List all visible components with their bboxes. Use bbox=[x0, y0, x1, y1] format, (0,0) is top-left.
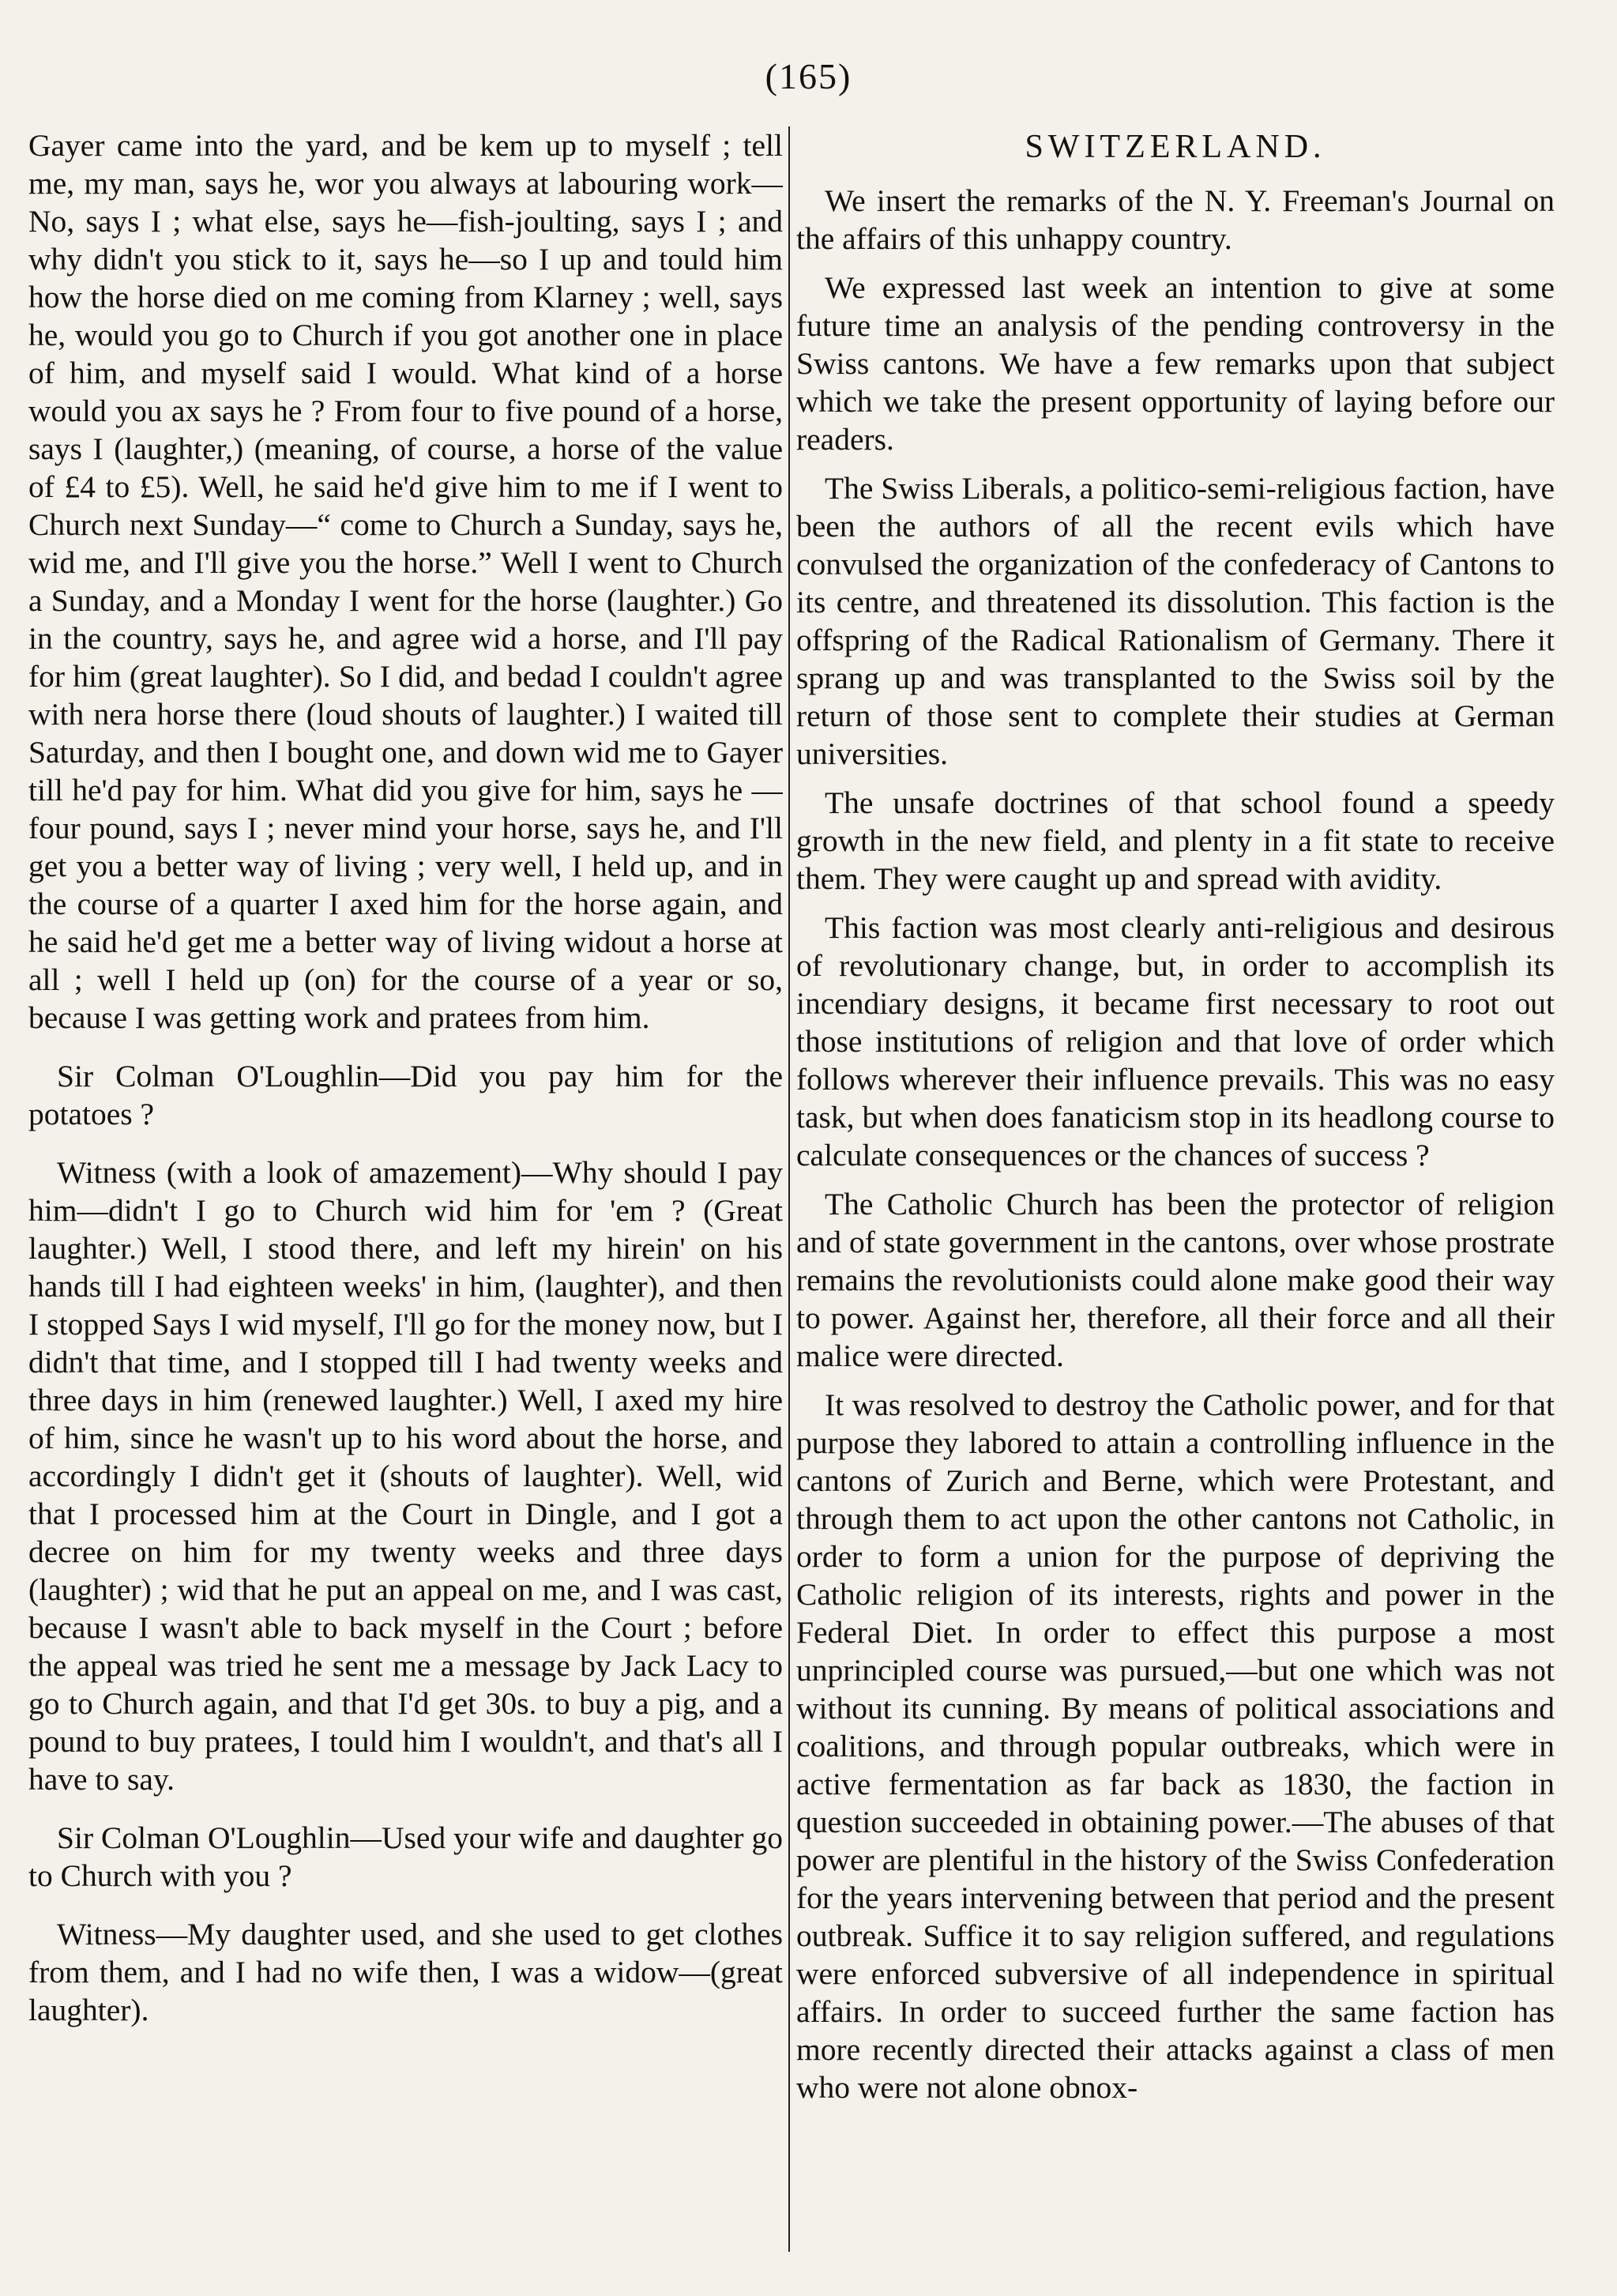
article-paragraph: Gayer came into the yard, and be kem up to myself ; tell me, my man, says he, wor you always at labouring work—No, says I ; what else, says he—fish-joulting, says I ; and why didn't you stick to it, says he—so I up and tould him how the horse died on me coming from Klarney ; well, says he, would you go to Church if you got another one in place of him, and myself said I would. What kind of a horse would you ax says he ? From four to five pound of a horse, says I (laughter,) (meaning, of course, a horse of the value of £4 to £5). Well, he said he'd give him to me if I went to Church next Sunday—“ come to Church a Sunday, says he, wid me, and I'll give you the horse.” Well I went to Church a Sunday, and a Monday I went for the horse (laughter.) Go in the country, says he, and agree wid a horse, and I'll pay for him (great laughter). So I did, and bedad I couldn't agree with nera horse there (loud shouts of laughter.) I waited till Saturday, and then I bought one, and down wid me to Gayer till he'd pay for him. What did you give for him, says he —four pound, says I ; never mind your horse, says he, and I'll get you a better way of living ; very well, I held up, and in the course of a quarter I axed him for the horse again, and he said he'd get me a better way of living widout a horse at all ; well I held up (on) for the course of a year or so, because I was getting work and pratees from him. bbox=[28, 128, 783, 1035]
article-paragraph: We insert the remarks of the N. Y. Freeman's Journal on the affairs of this unhappy country. bbox=[796, 183, 1555, 256]
article-paragraph: The Catholic Church has been the protector of religion and of state government in the cantons, over whose prostrate remains the revolutionists could alone make good their way to power. Against her, therefore, all their force and all their malice were directed. bbox=[796, 1187, 1555, 1373]
column-divider bbox=[788, 126, 790, 2252]
article-paragraph: It was resolved to destroy the Catholic power, and for that purpose they labored to attain a controlling influence in the cantons of Zurich and Berne, which were Protestant, and through them to act upon the other cantons not Catholic, in order to form a union for the purpose of depriving the Catholic religion of its interests, rights and power in the Federal Diet. In order to effect this purpose a most unprincipled course was pursued,—but one which was not without its cunning. By means of political associations and coalitions, and through popular outbreaks, which were in active fermentation as far back as 1830, the faction in question succeeded in obtaining power.—The abuses of that power are plentiful in the history of the Swiss Confederation for the years intervening between that period and the present outbreak. Suffice it to say religion suffered, and regulations were enforced subversive of all independence in spiritual affairs. In order to succeed further the same faction has more recently directed their attacks against a class of men who were not alone obnox- bbox=[796, 1387, 1555, 2105]
article-paragraph: This faction was most clearly anti-religious and desirous of revolutionary change, but, in order to accomplish its incendiary designs, it became first necessary to root out those institutions of religion and that love of order which follows wherever their influence prevails. This was no easy task, but when does fanaticism stop in its headlong course to calculate consequences or the chances of success ? bbox=[796, 910, 1555, 1172]
article-paragraph: Sir Colman O'Loughlin—Used your wife and daughter go to Church with you ? bbox=[28, 1820, 783, 1893]
article-paragraph: The Swiss Liberals, a politico-semi-religious faction, have been the authors of all the recent evils which have convulsed the organization of the confederacy of Cantons to its centre, and threatened its dissolution. This faction is the offspring of the Radical Rationalism of Germany. There it sprang up and was transplanted to the Swiss soil by the return of those sent to complete their studies at German universities. bbox=[796, 471, 1555, 771]
article-paragraph: The unsafe doctrines of that school found a speedy growth in the new field, and plenty in a fit state to receive them. They were caught up and spread with avidity. bbox=[796, 785, 1555, 896]
article-paragraph: Witness—My daughter used, and she used to get clothes from them, and I had no wife then, I was a widow—(great laughter). bbox=[28, 1917, 783, 2027]
right-column bbox=[796, 126, 1555, 2260]
section-title: SWITZERLAND. bbox=[1025, 129, 1326, 165]
article-paragraph: Witness (with a look of amazement)—Why should I pay him—didn't I go to Church wid him for 'em ? (Great laughter.) Well, I stood there, and left my hirein' on his hands till I had eighteen weeks' in him, (laughter), and then I stopped Says I wid myself, I'll go for the money now, but I didn't that time, and I stopped till I had twenty weeks and three days in him (renewed laughter.) Well, I axed my hire of him, since he wasn't up to his word about the horse, and accordingly I didn't get it (shouts of laughter). Well, wid that I processed him at the Court in Dingle, and I got a decree on him for my twenty weeks and three days (laughter) ; wid that he put an appeal on me, and I was cast, because I wasn't able to back myself in the Court ; before the appeal was tried he sent me a message by Jack Lacy to go to Church again, and that I'd get 30s. to buy a pig, and a pound to buy pratees, I tould him I wouldn't, and that's all I have to say. bbox=[28, 1155, 783, 1797]
article-paragraph: Sir Colman O'Loughlin—Did you pay him for the potatoes ? bbox=[28, 1059, 783, 1131]
article-paragraph: We expressed last week an intention to give at some future time an analysis of the pending controversy in the Swiss cantons. We have a few remarks upon that subject which we take the present opportunity of laying before our readers. bbox=[796, 270, 1555, 457]
page-number: (165) bbox=[765, 56, 852, 96]
left-column bbox=[28, 126, 783, 2260]
